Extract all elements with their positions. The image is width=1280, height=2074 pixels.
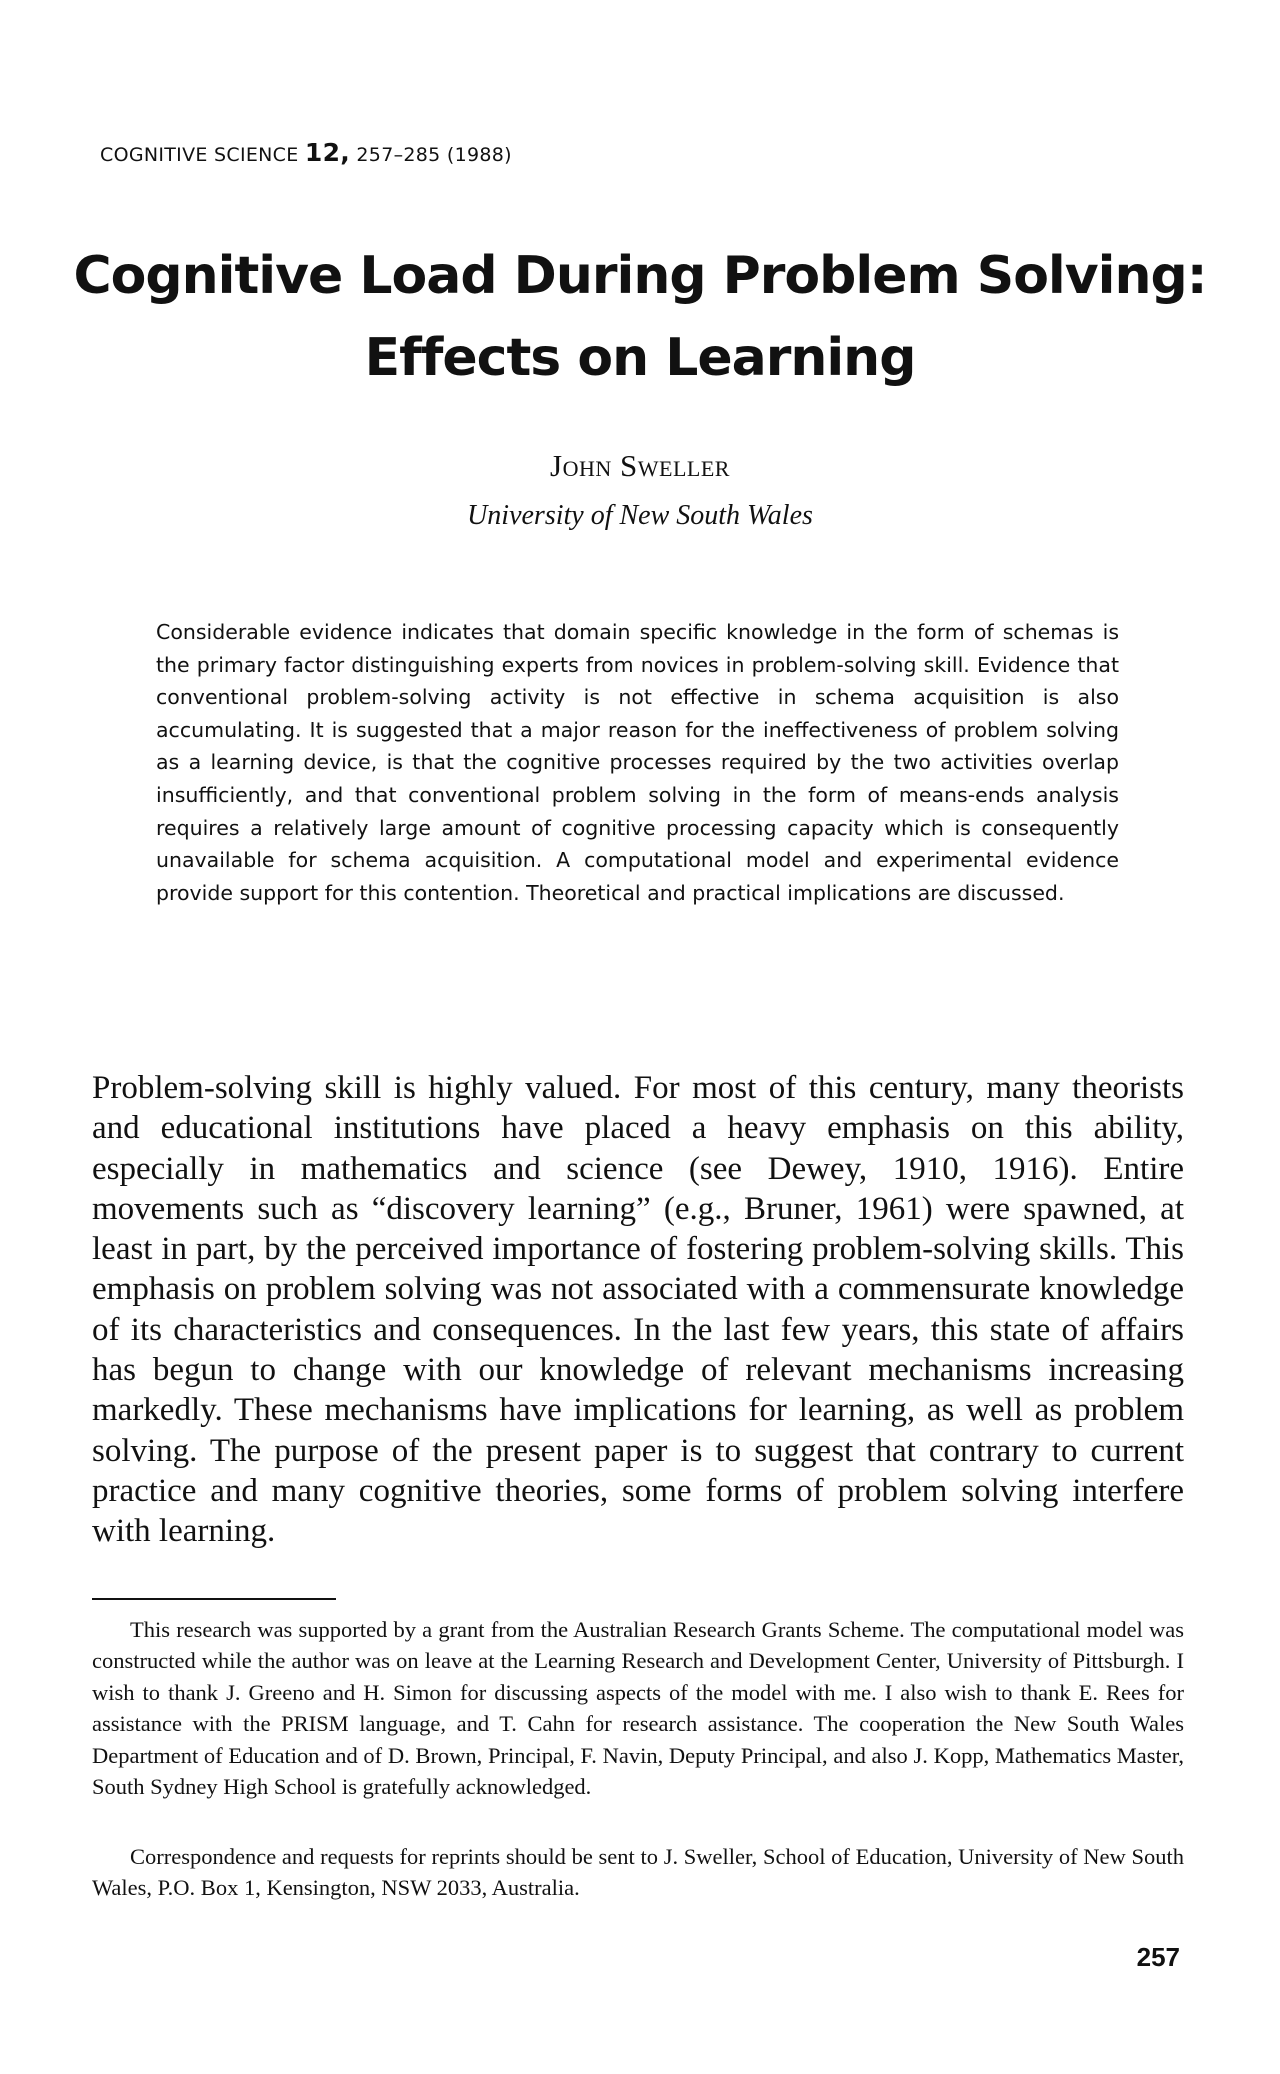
author-affiliation: University of New South Wales [467,500,813,531]
body-paragraph: Problem-solving skill is highly valued. For most of this century, many theorists and educational institutions have placed a heavy emphasis on this ability, especially in mathematics and science (see Dewey, 1910, 1916). Entire movements such as “discovery learning” (e.g., Bruner, 1961) were spawned, at least in part, by the perceived importance of fostering problem-solving skills. This emphasis on problem solving was not associated with a commensurate knowledge of its characteristics and consequences. In the last few years, this state of affairs has begun to change with our knowledge of relevant mechanisms increasing markedly. These mechanisms have implications for learning, as well as problem solving. The purpose of the present paper is to suggest that contrary to current practice and many cognitive theories, some forms of problem solving interfere with learning. [92,1070,1184,1550]
footnote-correspondence: Correspondence and requests for reprints should be sent to J. Sweller, School of Education, University of New South Wales, P.O. Box 1, Kensington, NSW 2033, Australia. [92,1844,1184,1901]
abstract: Considerable evidence indicates that domain specific knowledge in the form of schemas is the primary factor distinguishing experts from novices in problem-solving skill. Evidence that conventional problem-solving activity is not effective in schema acquisition is also accumulating. It is suggested that a major reason for the ineffectiveness of problem solving as a learning device, is that the cognitive processes required by the two activities overlap insufficiently, and that conventional problem solving in the form of means-ends analysis requires a relatively large amount of cognitive processing capacity which is consequently unavailable for schema acquisition. A computational model and experimental evidence provide support for this contention. Theoretical and practical implications are discussed. [156,620,1119,905]
journal-volume: 12, [304,138,351,167]
footnote-acknowledgements: This research was supported by a grant from the Australian Research Grants Scheme. The computational model was constructed while the author was on leave at the Learning Research and Development Center, University of Pittsburgh. I wish to thank J. Greeno and H. Simon for discussing aspects of the model with me. I also wish to thank E. Rees for assistance with the PRISM language, and T. Cahn for research assistance. The cooperation the New South Wales Department of Education and of D. Brown, Principal, F. Navin, Deputy Principal, and also J. Kopp, Mathematics Master, South Sydney High School is gratefully acknowledged. [92,1617,1184,1800]
running-head [100,138,512,167]
author-name: John Sweller [550,448,730,483]
paper-title-line-1: Cognitive Load During Problem Solving: [73,246,1207,306]
journal-pages-year: 257–285 (1988) [356,144,512,166]
footnote-divider [92,1598,336,1600]
page-number: 257 [1136,1942,1180,1972]
paper-title-line-2: Effects on Learning [364,328,916,388]
journal-name: COGNITIVE SCIENCE [100,144,299,166]
